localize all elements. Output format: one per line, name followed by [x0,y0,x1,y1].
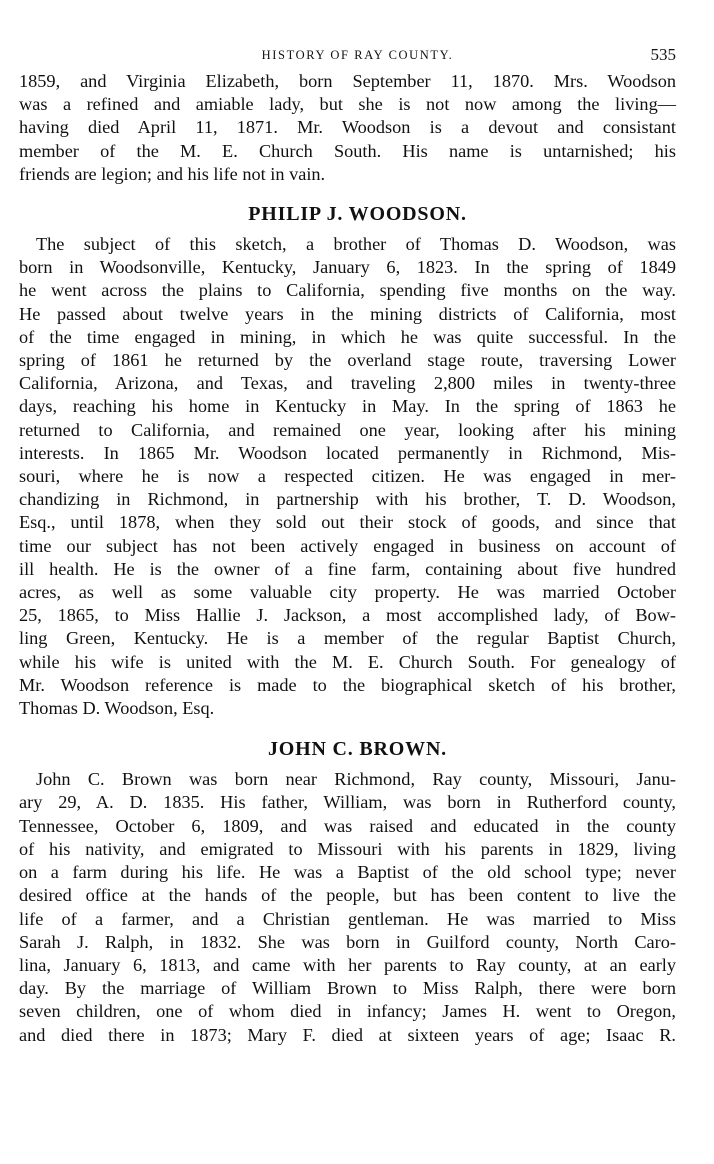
text-line: Thomas D. Woodson, Esq. [19,698,215,719]
text-line: born in Woodsonville, Kentucky, January 6, 1823. In the spring of 1849 [19,257,676,278]
text-line: time our subject has not been actively engaged in business on account of [19,535,676,556]
text-line: John C. Brown was born near Richmond, Ray county, Missouri, Janu- [36,769,676,790]
philip-woodson-paragraph [19,233,676,720]
text-line: days, reaching his home in Kentucky in May. In the spring of 1863 he [19,396,676,417]
section-heading-john-brown: JOHN C. BROWN. [268,738,447,761]
text-line: 25, 1865, to Miss Hallie J. Jackson, a most accomplished lady, of Bow- [19,605,676,626]
text-line: seven children, one of whom died in infancy; James H. went to Oregon, [19,1001,676,1022]
text-line: acres, as well as some valuable city property. He was married October [19,582,676,603]
text-line: ill health. He is the owner of a fine farm, containing about five hundred [19,558,676,579]
text-line: 1859, and Virginia Elizabeth, born September 11, 1870. Mrs. Woodson [19,71,676,91]
text-line: He passed about twelve years in the mining districts of California, most [19,303,676,324]
text-line: lina, January 6, 1813, and came with her parents to Ray county, at an early [19,954,676,975]
page-number: 535 [650,45,676,64]
running-title: HISTORY OF RAY COUNTY. [261,48,454,62]
text-line: Tennessee, October 6, 1809, and was raised and educated in the county [19,815,676,836]
running-head [19,40,676,70]
text-line: Esq., until 1878, when they sold out their stock of goods, and since that [19,512,676,533]
text-line: was a refined and amiable lady, but she is not now among the living— [19,94,676,115]
opening-paragraph [19,70,676,186]
john-brown-paragraph [19,768,676,1046]
text-line: desired office at the hands of the people, but has been content to live the [19,885,676,906]
text-line: day. By the marriage of William Brown to Miss Ralph, there were born [19,978,676,999]
text-line: Mr. Woodson reference is made to the biographical sketch of his brother, [19,674,676,695]
text-line: ary 29, A. D. 1835. His father, William, was born in Rutherford county, [19,792,676,813]
text-line: spring of 1861 he returned by the overland stage route, traversing Lower [19,350,676,371]
text-line: he went across the plains to California, spending five months on the way. [19,280,676,301]
text-line: and died there in 1873; Mary F. died at sixteen years of age; Isaac R. [19,1024,676,1045]
text-line: member of the M. E. Church South. His name is untarnished; his [19,140,676,161]
text-line: while his wife is united with the M. E. Church South. For genealogy of [19,651,676,672]
text-line: on a farm during his life. He was a Baptist of the old school type; never [19,862,676,883]
text-line: The subject of this sketch, a brother of Thomas D. Woodson, was [36,234,676,255]
text-line: life of a farmer, and a Christian gentleman. He was married to Miss [19,908,676,929]
text-line: Sarah J. Ralph, in 1832. She was born in Guilford county, North Caro- [19,931,676,952]
text-line: chandizing in Richmond, in partnership with his brother, T. D. Woodson, [19,489,676,510]
text-line: having died April 11, 1871. Mr. Woodson is a devout and consistant [19,117,676,138]
section-heading-philip-woodson: PHILIP J. WOODSON. [248,203,467,226]
text-line: ling Green, Kentucky. He is a member of the regular Baptist Church, [19,628,676,649]
text-line: interests. In 1865 Mr. Woodson located permanently in Richmond, Mis- [19,442,676,463]
text-line: returned to California, and remained one year, looking after his mining [19,419,676,440]
text-line: of his nativity, and emigrated to Missouri with his parents in 1829, living [19,838,676,859]
text-line: friends are legion; and his life not in vain. [19,163,326,184]
text-line: souri, where he is now a respected citizen. He was engaged in mer- [19,466,676,487]
text-line: of the time engaged in mining, in which he was quite successful. In the [19,326,676,347]
text-line: California, Arizona, and Texas, and traveling 2,800 miles in twenty-three [19,373,676,394]
